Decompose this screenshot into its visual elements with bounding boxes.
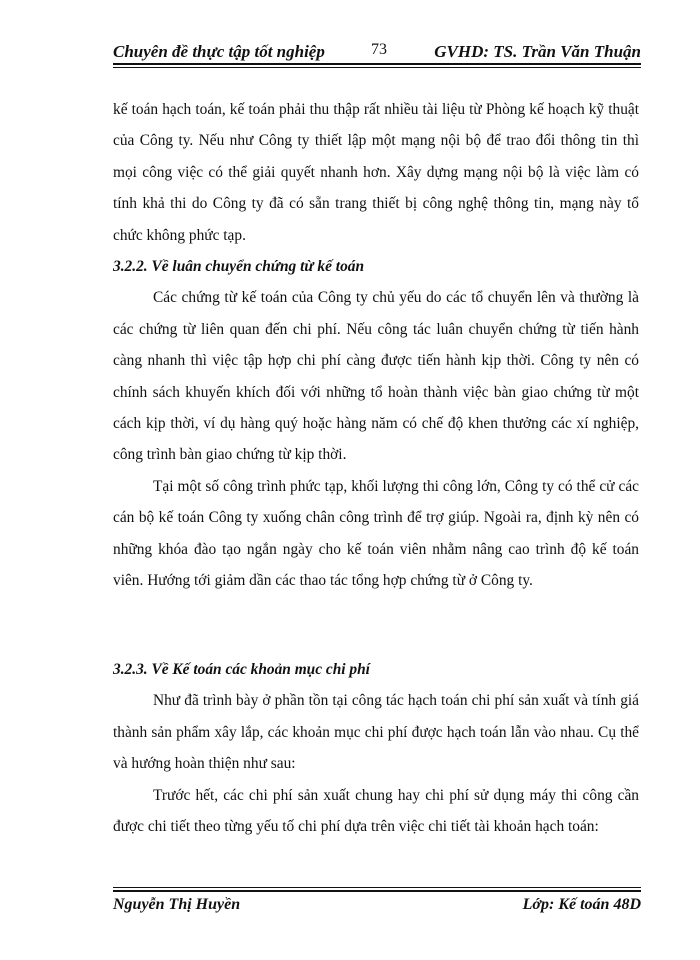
header-advisor: GVHD: TS. Trần Văn Thuận (434, 42, 641, 61)
footer-class: Lớp: Kế toán 48D (522, 896, 641, 913)
footer-rule-thin (113, 887, 641, 888)
section-heading-3-2-2: 3.2.2. Về luân chuyển chứng từ kế toán (113, 258, 365, 276)
paragraph: Trước hết, các chi phí sản xuất chung hay chi phí sử dụng máy thi công cần được chi tiết theo từng yếu tố chi phí dựa trên việc chi tiết tài khoản hạch toán: (113, 786, 639, 836)
section-heading-3-2-3: 3.2.3. Về Kế toán các khoản mục chi phí (113, 661, 370, 678)
paragraph: kế toán hạch toán, kế toán phải thu thập rất nhiều tài liệu từ Phòng kế hoạch kỹ thuật của Công ty. Nếu như Công ty thiết lập một mạng nội bộ để trao đổi thông tin thì mọi công việc có thể giải quyết nhanh hơn. Xây dựng mạng nội bộ là việc làm có tính khả thi do Công ty đã có sẵn trang thiết bị công nghệ thông tin, mạng này tổ chức không phức tạp. (113, 101, 639, 244)
header-rule-thin (113, 67, 641, 68)
paragraph: Các chứng từ kế toán của Công ty chủ yếu do các tổ chuyển lên và thường là các chứng từ liên quan đến chi phí. Nếu công tác luân chuyển chứng từ tiến hành càng nhanh thì việc tập hợp chi phí càng được tiến hành kịp thời. Công ty nên có chính sách khuyến khích đối với những tổ hoàn thành việc bàn giao chứng từ một cách kịp thời, ví dụ hàng quý hoặc hàng năm có chế độ khen thưởng các xí nghiệp, công trình bàn giao chứng từ kịp thời. (113, 289, 639, 464)
header-title: Chuyên đề thực tập tốt nghiệp (113, 42, 325, 61)
page-header (113, 36, 641, 62)
body-block-2 (113, 654, 639, 842)
paragraph: Tại một số công trình phức tạp, khối lượng thi công lớn, Công ty có thể cử các cán bộ kế toán Công ty xuống chân công trình để trợ giúp. Ngoài ra, định kỳ nên có những khóa đào tạo ngắn ngày cho kế toán viên nhằm nâng cao trình độ kế toán viên. Hướng tới giảm dần các thao tác tổng hợp chứng từ ở Công ty. (113, 477, 639, 590)
footer-rule-thick (113, 890, 641, 892)
paragraph: Như đã trình bày ở phần tồn tại công tác hạch toán chi phí sản xuất và tính giá thành sản phẩm xây lắp, các khoản mục chi phí được hạch toán lẫn vào nhau. Cụ thể và hướng hoàn thiện như sau: (113, 692, 639, 773)
page-number: 73 (371, 41, 387, 58)
footer-author: Nguyễn Thị Huyền (113, 896, 241, 913)
body-block-1 (113, 94, 639, 597)
header-rule-thick (113, 63, 641, 65)
